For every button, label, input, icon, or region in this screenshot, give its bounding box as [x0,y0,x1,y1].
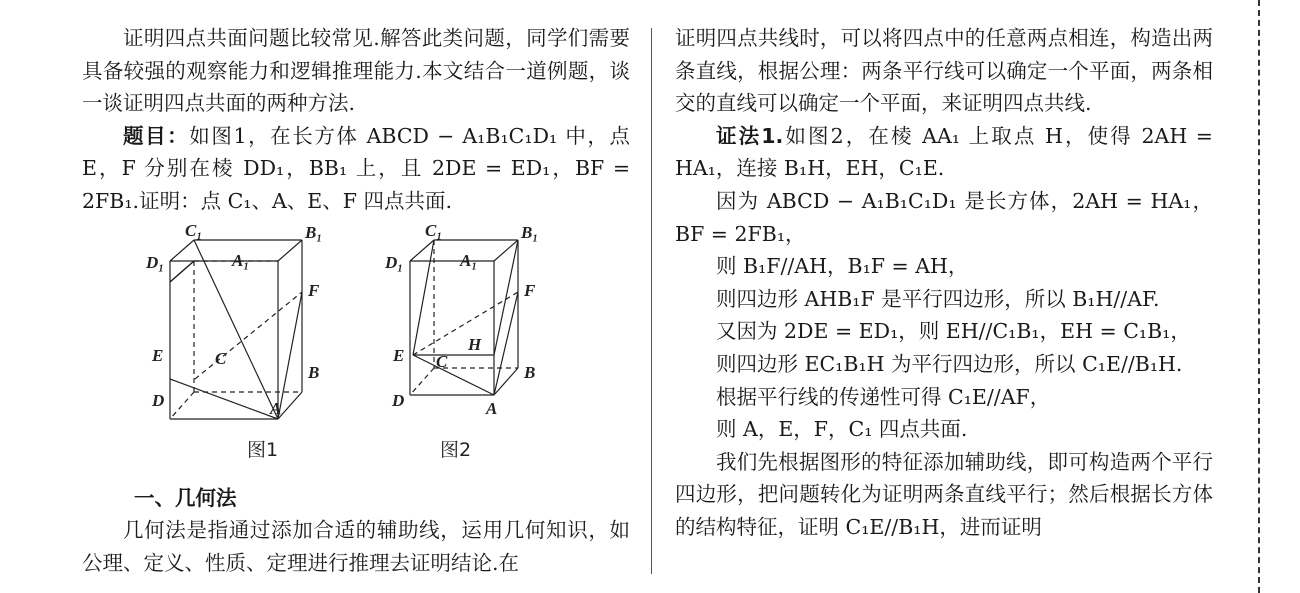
problem-text: 如图1，在长方体 ABCD − A₁B₁C₁D₁ 中，点 E，F 分别在棱 DD₁，BB₁ 上，且 2DE = ED₁，BF = 2FB₁.证明：点 C₁、A、E、F 四点共面. [82,123,630,213]
proof-intro: 如图2，在棱 AA₁ 上取点 H，使得 2AH = HA₁，连接 B₁H，EH，C₁E. [675,123,1213,181]
edge-b1-c1-top [278,240,302,261]
proof-step-1: 因为 ABCD − A₁B₁C₁D₁ 是长方体，2AH = HA₁，BF = 2FB₁， [675,188,1213,246]
label-b: B [308,362,320,382]
label-c: C [436,351,448,371]
segment-af [278,292,302,419]
proof-paragraph [675,120,1213,185]
method-paragraph: 几何法是指通过添加合适的辅助线，运用几何知识，如公理、定义、性质、定理进行推理去证明结论.在 [82,518,630,575]
figure-2-caption: 图2 [440,438,472,461]
label-d1: D₁ [146,252,165,272]
label-d: D [392,390,405,410]
right-column [675,22,1213,544]
proof-step-5: 则四边形 EC₁B₁H 为平行四边形，所以 C₁E//B₁H. [716,351,1183,376]
label-f: F [524,280,536,300]
edge-d-c [170,392,194,419]
edge-top-left [170,261,194,282]
figure-2 [384,221,538,461]
label-h: H [468,334,482,354]
segment-e-c1 [413,240,434,355]
label-a: A [270,398,282,418]
proof-step-7: 则 A，E，F，C₁ 四点共面. [716,417,968,442]
left-column [82,22,630,579]
label-d1: D₁ [385,252,404,272]
segment-ea [413,355,494,395]
proof-label: 证法1. [716,123,784,148]
label-c1: C₁ [425,220,443,240]
label-b1: B₁ [521,222,539,242]
proof-step-3: 则四边形 AHB₁F 是平行四边形，所以 B₁H//AF. [716,286,1160,311]
label-a1: A₁ [460,250,478,270]
label-f: F [308,280,320,300]
label-d: D [152,390,165,410]
label-e: E [393,345,405,365]
intro-paragraph: 证明四点共面问题比较常见.解答此类问题，同学们需要具备较强的观察能力和逻辑推理能力.本文结合一道例题，谈一谈证明四点共面的两种方法. [82,26,630,116]
segment-ef [195,292,302,379]
proof-step-2: 则 B₁F//AH，B₁F = AH， [716,254,969,279]
edge-d-c [410,368,434,395]
column-divider [651,28,652,574]
figure-1 [145,221,322,461]
cut-line [1258,0,1260,593]
section-title: 一、几何法 [134,485,237,510]
right-paragraph-1: 证明四点共线时，可以将四点中的任意两点相连，构造出两条直线，根据公理：两条平行线可以确定一个平面，两条相交的直线可以确定一个平面，来证明四点共线. [675,26,1213,116]
label-a: A [486,398,498,418]
problem-paragraph [82,120,630,218]
problem-label: 题目： [123,123,190,148]
label-c: C [215,348,227,368]
figure-1-caption: 图1 [247,438,279,461]
label-b: B [524,362,536,382]
figures [82,218,630,482]
proof-step-6: 根据平行线的传递性可得 C₁E//AF， [716,384,1051,409]
label-b1: B₁ [305,222,323,242]
conclusion-paragraph: 我们先根据图形的特征添加辅助线，即可构造两个平行四边形，把问题转化为证明两条直线平行；然后根据长方体的结构特征，证明 C₁E//B₁H，进而证明 [675,449,1213,539]
proof-step-4: 又因为 2DE = ED₁，则 EH//C₁B₁，EH = C₁B₁， [716,319,1191,344]
edge-a-b [278,392,302,419]
label-c1: C₁ [185,220,203,240]
segment-af [494,292,518,395]
label-e: E [152,345,164,365]
segment-ef [413,292,518,355]
cuboid-figures-svg [82,218,630,482]
label-a1: A₁ [232,250,250,270]
edge-top-diag [170,240,194,261]
